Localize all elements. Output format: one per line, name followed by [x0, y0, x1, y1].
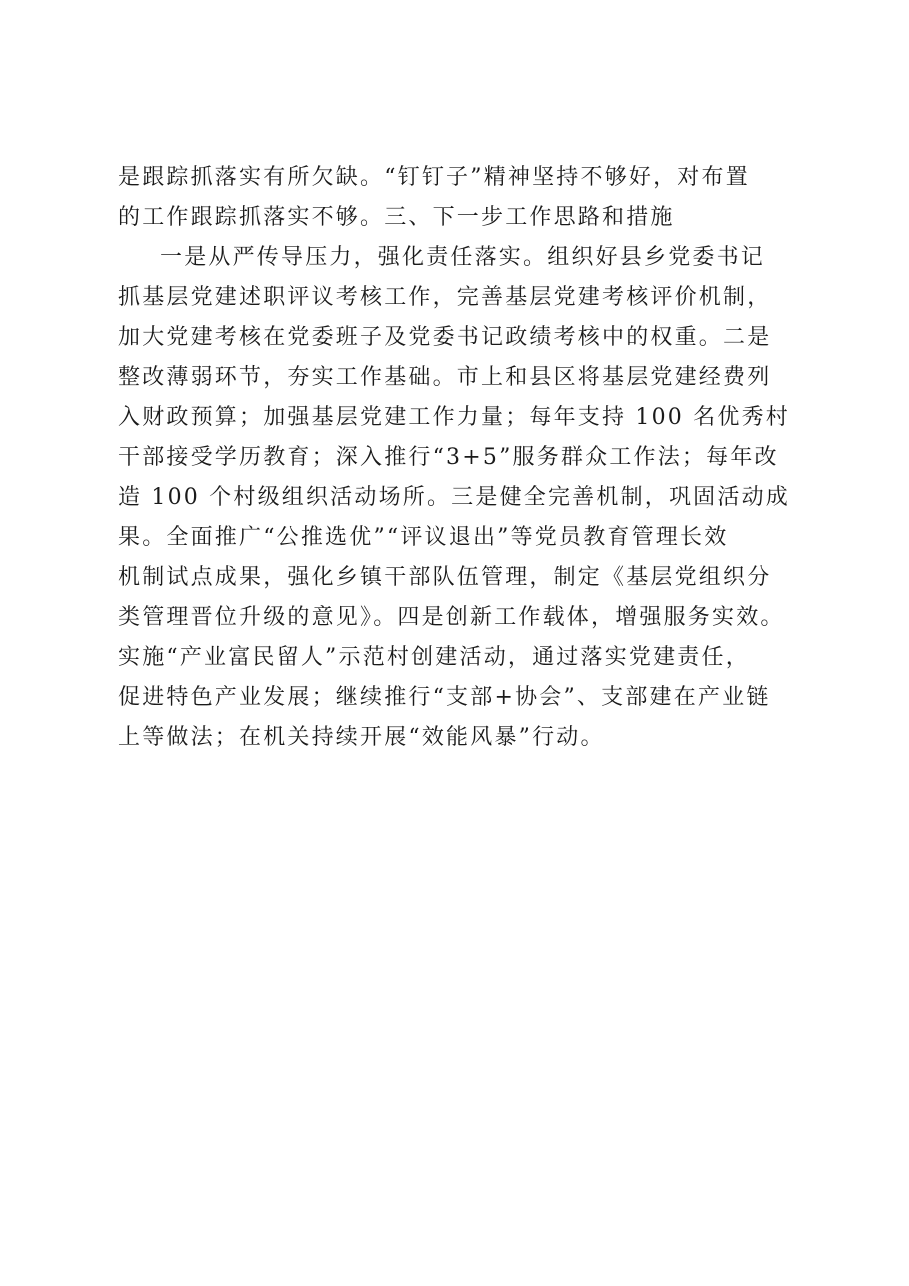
text-line: 入财政预算；加强基层党建工作力量；每年支持 100 名优秀村: [118, 405, 790, 430]
text-line: 果。全面推广“公推选优”“评议退出”等党员教育管理长效: [118, 525, 729, 550]
text-line: 上等做法；在机关持续开展“效能风暴”行动。: [118, 725, 605, 750]
text-line: 整改薄弱环节，夯实工作基础。市上和县区将基层党建经费列: [118, 365, 772, 390]
text-line: 的工作跟踪抓落实不够。三、下一步工作思路和措施: [118, 205, 675, 230]
text-line: 促进特色产业发展；继续推行“支部+协会”、支部建在产业链: [118, 685, 771, 710]
text-line: 造 100 个村级组织活动场所。三是健全完善机制，巩固活动成: [118, 485, 790, 510]
paragraph-start-line: 一是从严传导压力，强化责任落实。组织好县乡党委书记: [160, 245, 766, 270]
text-line: 干部接受学历教育；深入推行“3+5”服务群众工作法；每年改: [118, 445, 779, 470]
text-line: 类管理晋位升级的意见》。四是创新工作载体，增强服务实效。: [118, 605, 785, 630]
text-line: 是跟踪抓落实有所欠缺。“钉钉子”精神坚持不够好，对布置: [118, 165, 750, 190]
text-line: 抓基层党建述职评议考核工作，完善基层党建考核评价机制，: [118, 285, 772, 310]
text-line: 实施“产业富民留人”示范村创建活动，通过落实党建责任，: [118, 645, 750, 670]
text-line: 加大党建考核在党委班子及党委书记政绩考核中的权重。二是: [118, 325, 772, 350]
text-line: 机制试点成果，强化乡镇干部队伍管理，制定《基层党组织分: [118, 565, 772, 590]
body-text: [118, 158, 808, 758]
